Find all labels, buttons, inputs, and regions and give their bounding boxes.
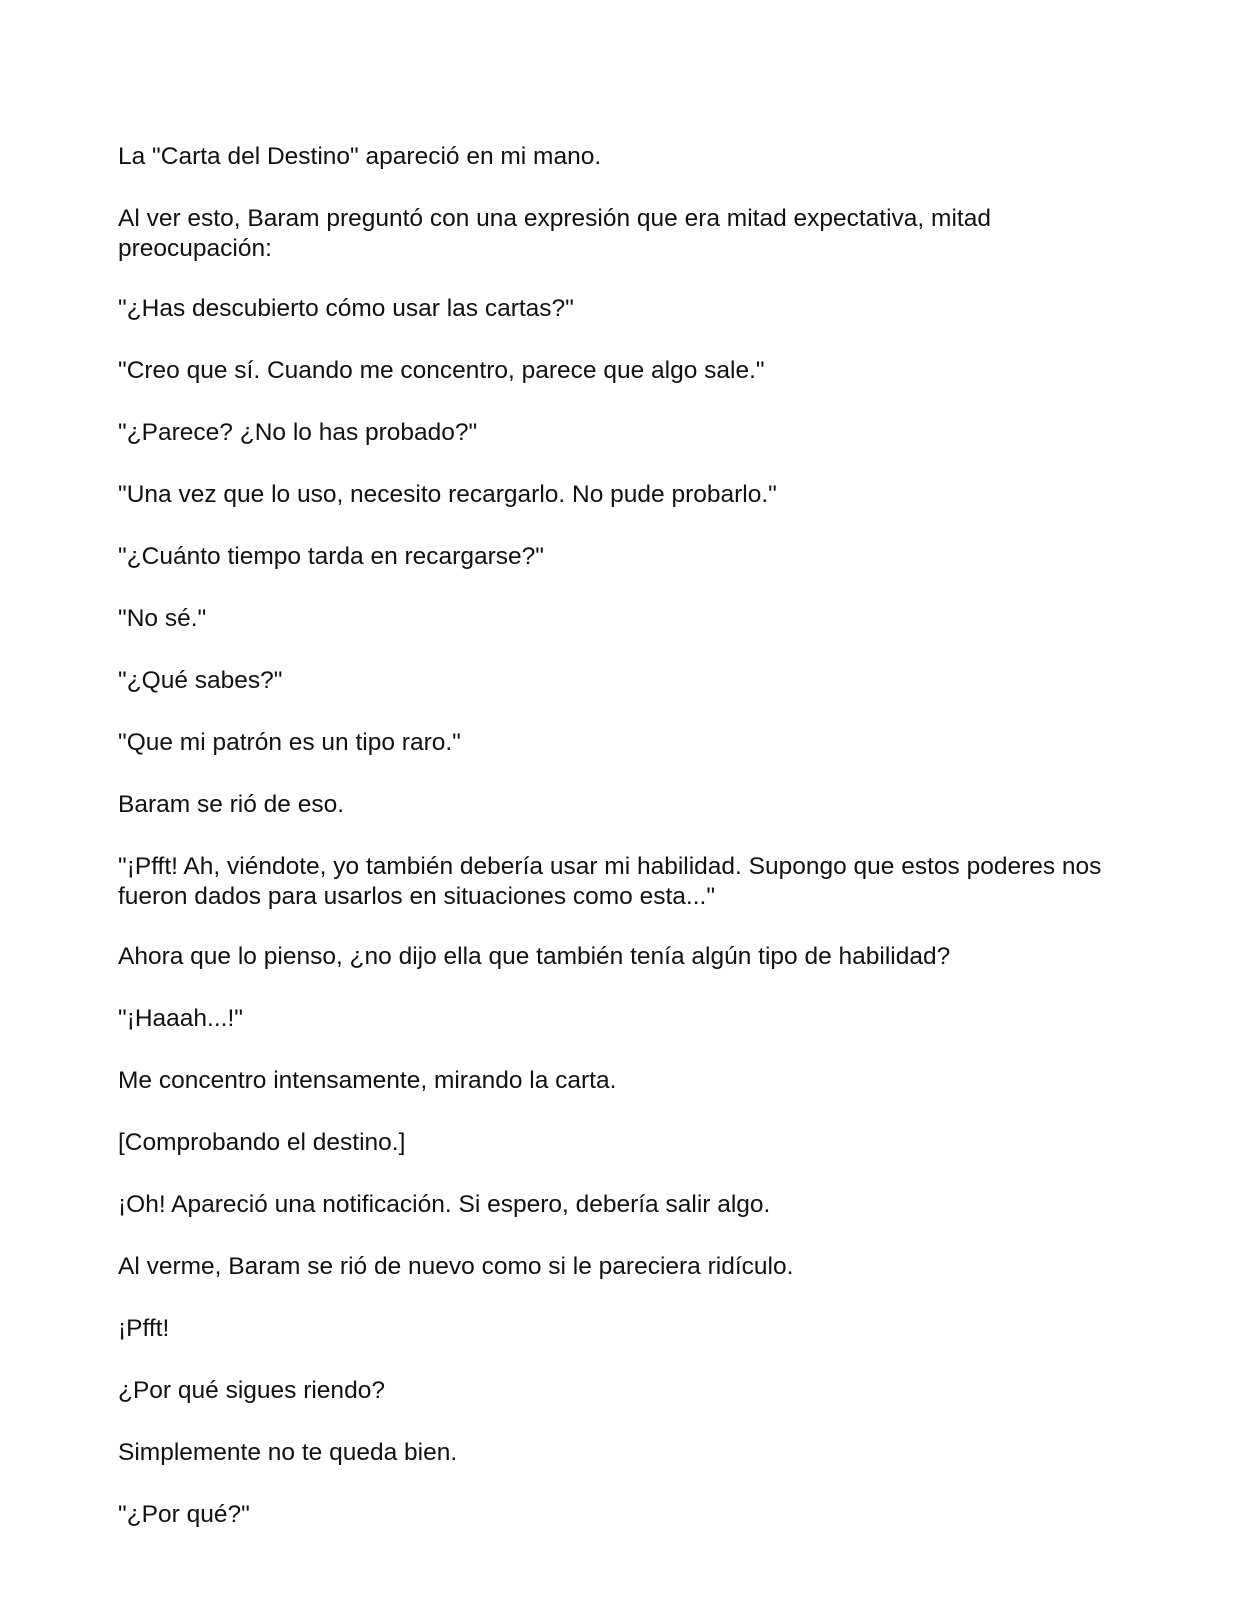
paragraph-8: "No sé." <box>118 605 207 632</box>
document-body <box>118 142 1118 1562</box>
paragraph-11: Baram se rió de eso. <box>118 791 345 818</box>
paragraph-10: "Que mi patrón es un tipo raro." <box>118 729 461 756</box>
paragraph-17: ¡Oh! Apareció una notificación. Si espero, debería salir algo. <box>118 1191 771 1218</box>
paragraph-5: "¿Parece? ¿No lo has probado?" <box>118 419 478 446</box>
paragraph-15: Me concentro intensamente, mirando la carta. <box>118 1067 617 1094</box>
paragraph-12: "¡Pfft! Ah, viéndote, yo también debería usar mi habilidad. Supongo que estos poderes nos fueron dados para usarlos en situaciones como esta..." <box>118 853 1102 910</box>
paragraph-16: [Comprobando el destino.] <box>118 1129 406 1156</box>
paragraph-9: "¿Qué sabes?" <box>118 667 283 694</box>
paragraph-21: Simplemente no te queda bien. <box>118 1439 458 1466</box>
paragraph-2: Al ver esto, Baram preguntó con una expresión que era mitad expectativa, mitad preocupación: <box>118 205 991 262</box>
paragraph-1: La "Carta del Destino" apareció en mi mano. <box>118 143 602 170</box>
paragraph-14: "¡Haaah...!" <box>118 1005 243 1032</box>
paragraph-4: "Creo que sí. Cuando me concentro, parece que algo sale." <box>118 357 765 384</box>
paragraph-22: "¿Por qué?" <box>118 1501 250 1528</box>
paragraph-18: Al verme, Baram se rió de nuevo como si le pareciera ridículo. <box>118 1253 794 1280</box>
paragraph-3: "¿Has descubierto cómo usar las cartas?" <box>118 295 574 322</box>
paragraph-6: "Una vez que lo uso, necesito recargarlo. No pude probarlo." <box>118 481 777 508</box>
paragraph-7: "¿Cuánto tiempo tarda en recargarse?" <box>118 543 544 570</box>
paragraph-13: Ahora que lo pienso, ¿no dijo ella que también tenía algún tipo de habilidad? <box>118 943 951 970</box>
paragraph-20: ¿Por qué sigues riendo? <box>118 1377 385 1404</box>
paragraph-19: ¡Pfft! <box>118 1315 170 1342</box>
